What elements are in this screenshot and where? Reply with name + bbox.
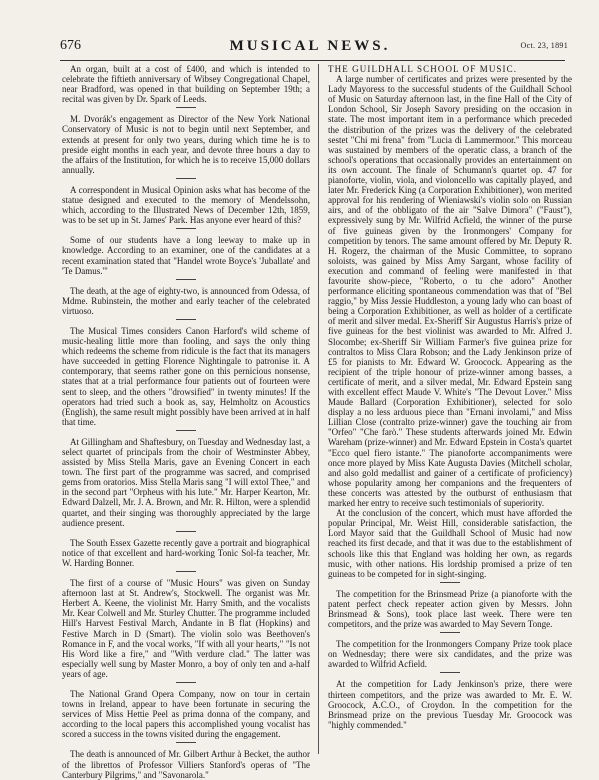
paragraph-conclusion: At the conclusion of the concert, which must have afforded the popular Principal, Mr. Weist Hill, considerable satisfaction, the Lord Mayor said that the Guildhall School of Music had now reached its first decade, and that it was due to the establishment of schools like this that England was holding her own, as regards music, with other nations. His lordship promised a prize of ten guineas to be competed for in sight-singing. [328, 508, 572, 579]
page-header [60, 38, 568, 58]
paragraph-rubinstein: The death, at the age of eighty-two, is announced from Odessa, of Mdme. Rubinstein, the mother and early teacher of the celebrated virtuoso. [62, 285, 310, 316]
paragraph-organ: An organ, built at a cost of £400, and which is intended to celebrate the fiftieth anniversary of Wibsey Congregational Chapel, near Bradford, was opened in that building on September 19th; a recital was given by Dr. Spark of Leeds. [62, 64, 310, 105]
paragraph-ironmongers: The competition for the Ironmongers Company Prize took place on Wednesday; there were six candidates, and the prize was awarded to Wilfrid Acfield. [328, 639, 572, 670]
issue-date: Oct. 23, 1891 [520, 41, 568, 50]
publication-title: MUSICAL NEWS. [229, 38, 391, 54]
paragraph-students: Some of our students have a long leeway to make up in knowledge. According to an examiner, one of the candidates at a recent examination stated that "Handel wrote Boyce's 'Juballate' and 'Te Damus.'" [62, 235, 310, 276]
paragraph-music-hours: The first of a course of "Music Hours" was given on Sunday afternoon last at St. Andrew's, Stockwell. The organist was Mr. Herbert A. Keene, the violinist Mr. Harry Smith, and the vocalists Mr. Kear Colwell and Mr. Sturley Chutter. The programme included Hill's Harvest Festival March, Andante in B flat (Hopkins) and Festive March in D (Smart). The violin solo was Beethoven's Romance in F, and the vocal works, "If with all your hearts," "Is not His Word like a fire," and "With verdure clad." The latter was especially well sung by Master Monro, a boy of only ten and a-half years of age. [62, 578, 310, 679]
separator [176, 319, 196, 320]
paragraph-gillingham: At Gillingham and Shaftesbury, on Tuesday and Wednesday last, a select quartet of principals from the choir of Westminster Abbey, assisted by Miss Stella Maris, gave an Evening Concert in each town. The first part of the programme was sacred, and comprised gems from oratorios. Miss Stella Maris sang "I will extol Thee," and in the second part "Orpheus with his lute." Mr. Harper Kearton, Mr. Edward Dalzell, Mr. J. A. Brown, and Mr. R. Hilton, were a splendid quartet, and their singing was thoroughly appreciated by the large audience present. [62, 436, 310, 528]
paragraph-music-healing: The Musical Times considers Canon Harford's wild scheme of music-healing little more than fooling, and says the only thing which redeems the scheme from ridicule is the fact that its managers have succeeded in getting Florence Nightingale to patronise it. A contemporary, that seems rather gone on this pernicious nonsense, states that at a trial performance four patients out of fourteen were sent to sleep, and the others "drowsified" in twenty minutes! If the operators had tried such a book as, say, Helmholtz on Acoustics (English), the same result might possibly have been arrived at in half that time. [62, 325, 310, 427]
article-title: THE GUILDHALL SCHOOL OF MUSIC. [328, 64, 518, 74]
separator [176, 107, 196, 108]
paragraph-jenkinson: At the competition for Lady Jenkinson's prize, there were thirteen competitors, and the prize was awarded to Mr. E. W. Groocock, A.C.O., of Croydon. In the competition for the Brinsmead prize on the previous Tuesday Mr. Groocock was "highly commended." [328, 679, 572, 730]
separator [176, 178, 196, 179]
right-column [328, 64, 572, 730]
separator [176, 742, 196, 743]
column-divider [318, 64, 319, 754]
separator [176, 430, 196, 431]
paragraph-brinsmead: The competition for the Brinsmead Prize (a pianoforte with the patent perfect check repeater action given by Messrs. John Brinsmead & Sons), took place last week. There were ten competitors, and the prize was awarded to May Severn Tonge. [328, 588, 572, 630]
page-number: 676 [60, 38, 81, 53]
paragraph-south-essex: The South Essex Gazette recently gave a portrait and biographical notice of that excellent and hard-working Tonic Sol-fa teacher, Mr. W. Harding Bonner. [62, 537, 310, 568]
separator [176, 279, 196, 280]
separator [176, 531, 196, 532]
header-rule [60, 60, 565, 61]
paragraph-mendelssohn-statue: A correspondent in Musical Opinion asks what has become of the statue designed and executed to the memory of Mendelssohn, which, according to the Illustrated News of December 12th, 1859, was to be set up in St. James' Park. Has anyone ever heard of this? [62, 184, 310, 226]
paragraph-opera-company: The National Grand Opera Company, now on tour in certain towns in Ireland, appear to have been fortunate in securing the services of Miss Hettie Peel as prima donna of the company, and according to the local papers this accomplished young vocalist has scored a success in the towns visited during the engagement. [62, 688, 310, 740]
separator [176, 228, 196, 229]
separator [440, 672, 460, 673]
separator [176, 571, 196, 572]
paragraph-dvorak: M. Dvorák's engagement as Director of the New York National Conservatory of Music is not to begin until next September, and extends at present for only two years, during which time he is to preside eight months in each year, and devote three hours a day to the affairs of the Institution, for which he is to receive 15,000 dollars annually. [62, 114, 310, 175]
paragraph-prizes: A large number of certificates and prizes were presented by the Lady Mayoress to the successful students of the Guildhall School of Music on Saturday afternoon last, in the fine Hall of the City of London School, Sir Joseph Savory presiding on the occasion in state. The most important item in a performance which preceded the distribution of the prizes was the delivery of the celebrated sestet "Chi mi frena" from "Lucia di Lammermoor." This morceau was sustained by members of the operatic class, a branch of the school's operations that occasionally provides an entertainment on its own account. The finale of Schumann's quartet op. 47 for pianoforte, violin, viola, and violoncello was capitally played, and later Mr. Frederick King (a Corporation Exhibitioner), won merited approval for his rendering of Wieniawski's violin solo on Russian airs, and of the obbligato of the air "Salve Dimora" ("Faust"), expressively sung by Mr. Wilfrid Acfield, the winner of the purse of five guineas given by the Ironmongers' Company for competition by tenors. The same amount offered by Mr. Deputy R. H. Rogerz, the chairman of the Music Committee, to soprano soloists, was gained by Miss Amy Sargant, whose facility of execution and command of feeling were manifested in that favourite show-piece, "Roberto, o tu che adoro" Another performance eliciting spontaneous commendation was that of "Bel raggio," by Miss Jessie Huddleston, a young lady who can boast of being a Corporation Exhibitioner, as well as holder of a certificate of merit and silver medal. Ex-Sheriff Sir Augustus Harris's prize of five guineas for the best violinist was awarded to Mr. Alfred J. Slocombe; ex-Sheriff Sir William Farmer's five guinea prize for contraltos to Miss Clara Robson; and the Lady Jenkinson prize of £5 for pianists to Mr. Edward W. Groocock. Appearing as the recipient of the triple honour of prize-winner among basses, a certificate of merit, and a silver medal, Mr. Edward Epstein sang with excellent effect Maude V. White's "The Devout Lover." Miss Maude Ballard (Corporation Exhibitioner), selected for solo display a no less arduous piece than "Ernani involami," and Miss Lillian Close (contralto prize-winner) gave the touching air from "Orfeo" "Che farò." These students afterwards joined Mr. Edwin Wareham (prize-winner) and Mr. Edward Epstein in Costa's quartet "Ecco quel fiero istante." The pianoforte accompaniments were once more played by Miss Kate Augusta Davies (Mitchell scholar, and also gold medallist and gainer of a certificate of proficiency) whose popularity among her companions and the frequenters of these concerts was attested by the outburst of enthusiasm that marked her entry to receive such testimonials of superiority. [328, 74, 572, 509]
separator [440, 632, 460, 633]
paragraph-a-becket: The death is announced of Mr. Gilbert Arthur à Becket, the author of the librettos of Professor Villiers Stanford's operas of "The Canterbury Pilgrims," and "Savonarola." [62, 749, 310, 780]
left-column [62, 64, 310, 780]
separator [176, 682, 196, 683]
separator [440, 582, 460, 583]
